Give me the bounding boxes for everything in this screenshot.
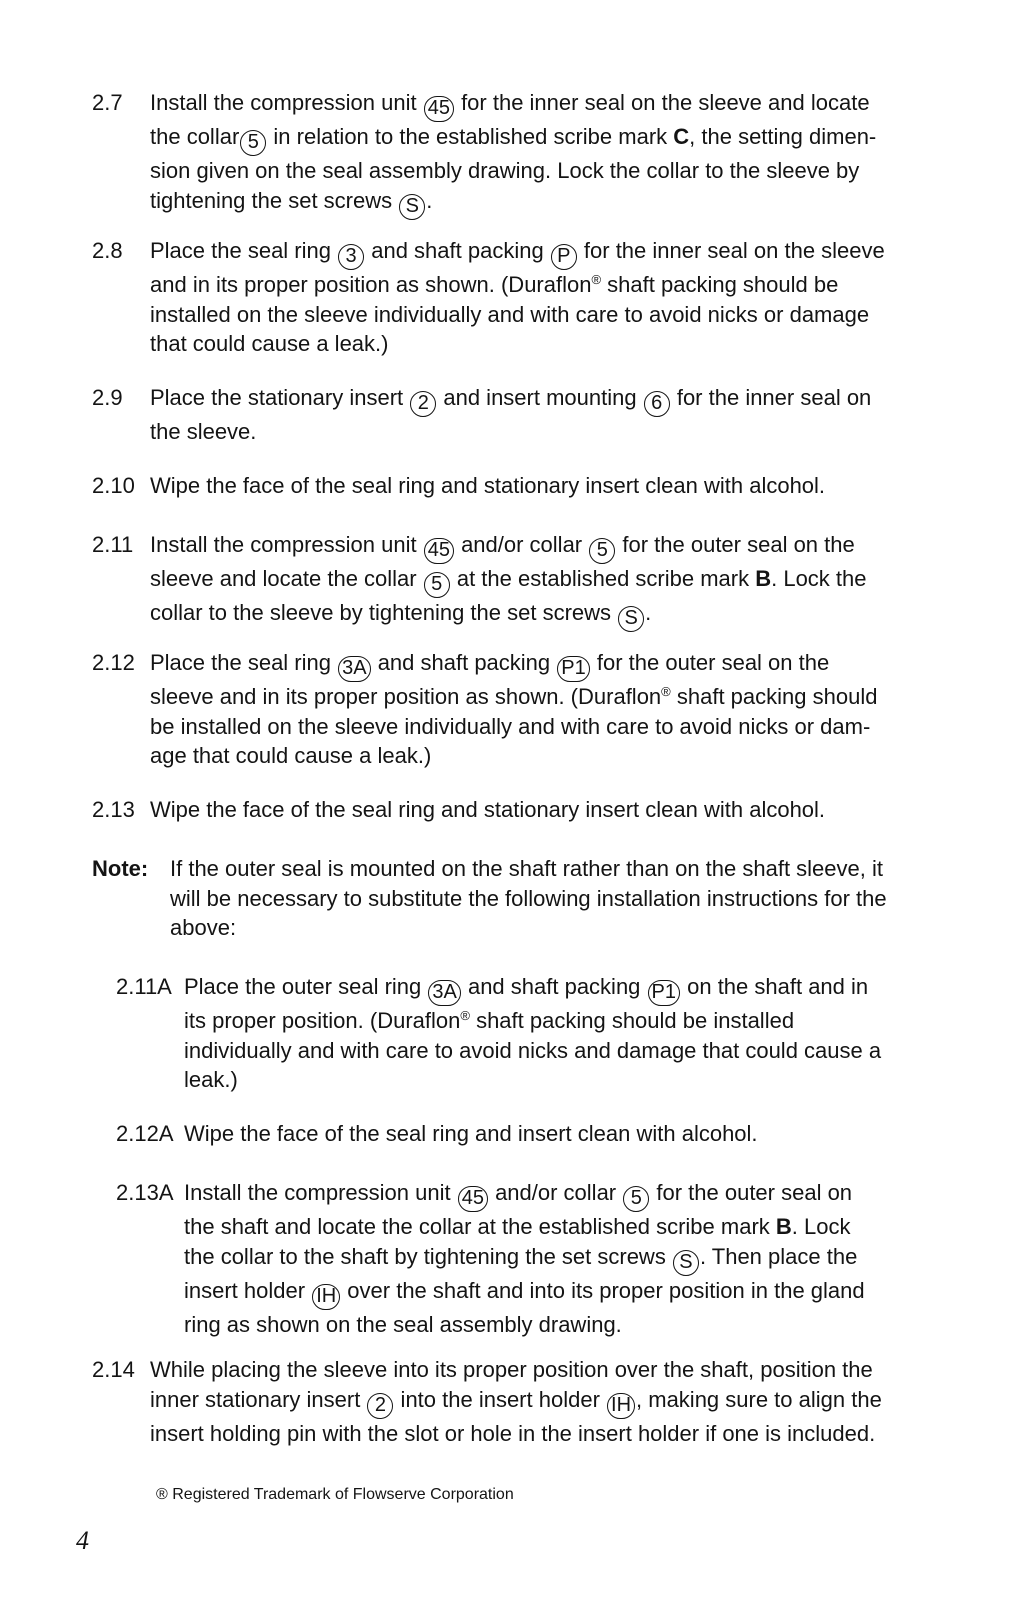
- text-line: [170, 854, 928, 884]
- text-line: [150, 1419, 928, 1449]
- text-run: for the inner seal on: [670, 385, 872, 410]
- part-callout: P1: [557, 656, 589, 682]
- text-run: , the setting dimen-: [689, 124, 877, 149]
- note-label: Note:: [92, 856, 149, 881]
- part-callout: 45: [424, 96, 454, 122]
- text-line: [184, 1212, 920, 1242]
- text-line: [150, 329, 928, 359]
- text-run: If the outer seal is mounted on the shaft rather than on the shaft sleeve, it: [170, 856, 883, 881]
- scribe-mark-label: C: [673, 124, 690, 149]
- text-run: the collar: [150, 124, 240, 149]
- text-run: sleeve and in its proper position as shown. (Duraflon: [150, 684, 662, 709]
- part-callout: S: [673, 1250, 699, 1276]
- text-run: and/or collar: [488, 1180, 623, 1205]
- part-callout: P1: [648, 980, 680, 1006]
- text-run: Place the seal ring: [150, 238, 338, 263]
- step-number: 2.9: [92, 385, 123, 410]
- part-callout: 3A: [338, 656, 370, 682]
- text-run: . Lock the: [771, 566, 867, 591]
- text-run: and insert mounting: [437, 385, 643, 410]
- part-callout: 2: [367, 1393, 393, 1419]
- step-text: [150, 236, 928, 359]
- text-line: [150, 1355, 928, 1385]
- text-run: insert holding pin with the slot or hole in the insert holder if one is included.: [150, 1420, 876, 1446]
- part-callout: 5: [623, 1186, 649, 1212]
- text-line: [150, 270, 928, 300]
- text-run: for the outer seal on: [650, 1180, 853, 1205]
- text-line: [150, 564, 928, 598]
- text-line: [150, 88, 928, 122]
- text-line: [150, 682, 928, 712]
- text-line: [150, 236, 928, 270]
- part-callout: 5: [240, 130, 266, 156]
- text-line: [184, 1276, 920, 1310]
- text-run: and shaft packing: [371, 650, 557, 675]
- step-number: 2.8: [92, 238, 123, 263]
- text-run: sion given on the seal assembly drawing. Lock the collar to the sleeve by: [150, 158, 860, 183]
- step-text: [150, 795, 928, 825]
- step-text: [184, 1178, 920, 1339]
- text-run: Wipe the face of the seal ring and stationary insert clean with alcohol.: [150, 473, 826, 498]
- part-callout: 5: [589, 538, 615, 564]
- text-run: the shaft and locate the collar at the established scribe mark: [184, 1214, 776, 1239]
- step-text: [150, 1355, 928, 1448]
- text-run: leak.): [184, 1067, 238, 1093]
- step-number: 2.11A: [116, 974, 172, 999]
- step-text: [150, 383, 928, 447]
- step-text: [150, 88, 928, 220]
- text-run: into the insert holder: [394, 1386, 607, 1412]
- text-run: insert holder: [184, 1277, 312, 1303]
- step-text: [150, 648, 928, 771]
- part-callout: 5: [424, 572, 450, 598]
- text-run: individually and with care to avoid nicks and damage that could cause a: [184, 1037, 882, 1063]
- text-run: Wipe the face of the seal ring and insert clean with alcohol.: [184, 1121, 758, 1146]
- step-number: 2.11: [92, 532, 134, 557]
- step-text: [184, 1119, 920, 1149]
- step-number: 2.12A: [116, 1121, 174, 1146]
- scribe-mark-label: B: [775, 1214, 792, 1239]
- text-run: at the established scribe mark: [450, 566, 756, 591]
- part-callout: S: [618, 606, 644, 632]
- text-run: over the shaft and into its proper position in the gland: [341, 1277, 865, 1303]
- part-callout: S: [399, 194, 425, 220]
- text-run: for the inner seal on the sleeve: [577, 238, 885, 263]
- part-callout: P: [551, 244, 577, 270]
- text-run: . Then place the: [699, 1243, 858, 1269]
- text-line: [150, 795, 928, 825]
- text-run: , making sure to align the: [636, 1386, 882, 1412]
- step-text: [150, 471, 928, 501]
- text-run: installed on the sleeve individually and with care to avoid nicks or damage: [150, 301, 870, 327]
- text-line: [184, 1065, 920, 1095]
- text-line: [170, 913, 928, 943]
- text-run: the sleeve.: [150, 419, 257, 444]
- step-text: [150, 530, 928, 632]
- text-line: [150, 383, 928, 417]
- text-line: [170, 884, 928, 914]
- step-number: 2.7: [92, 90, 123, 115]
- part-callout: IH: [607, 1393, 635, 1419]
- text-run: Install the compression unit: [150, 90, 423, 115]
- note-text: [170, 854, 928, 943]
- text-run: Place the seal ring: [150, 650, 338, 675]
- text-run: above:: [170, 915, 237, 941]
- text-run: and/or collar: [454, 532, 589, 557]
- text-line: [184, 1242, 920, 1276]
- text-run: shaft packing should: [670, 684, 878, 709]
- registered-mark: ®: [661, 684, 671, 699]
- page-number: 4: [76, 1526, 89, 1555]
- text-run: . Lock: [791, 1214, 851, 1239]
- registered-mark: ®: [591, 272, 602, 287]
- text-run: collar to the sleeve by tightening the set screws: [150, 600, 618, 625]
- text-run: Install the compression unit: [150, 532, 423, 557]
- text-run: in relation to the established scribe mark: [267, 124, 674, 149]
- text-run: for the outer seal on the: [616, 532, 855, 557]
- text-line: [184, 1006, 920, 1036]
- text-run: its proper position. (Duraflon: [184, 1008, 461, 1033]
- text-run: While placing the sleeve into its proper position over the shaft, position the: [150, 1357, 873, 1382]
- text-run: shaft packing should be: [601, 272, 839, 297]
- part-callout: IH: [312, 1284, 340, 1310]
- text-line: [184, 1036, 920, 1066]
- text-run: .: [426, 187, 433, 213]
- text-run: the collar to the shaft by tightening the set screws: [184, 1243, 672, 1269]
- text-run: Place the stationary insert: [150, 385, 410, 410]
- text-run: for the outer seal on the: [590, 650, 830, 675]
- step-number: 2.13: [92, 797, 135, 822]
- text-line: [150, 741, 928, 771]
- text-run: sleeve and locate the collar: [150, 566, 423, 591]
- text-line: [150, 186, 928, 220]
- text-line: [184, 972, 920, 1006]
- text-run: age that could cause a leak.): [150, 743, 432, 769]
- step-number: 2.10: [92, 473, 135, 498]
- text-run: and in its proper position as shown. (Duraflon: [150, 272, 592, 297]
- part-callout: 6: [644, 391, 670, 417]
- text-line: [150, 471, 928, 501]
- text-line: [184, 1310, 920, 1340]
- text-line: [150, 156, 928, 186]
- step-number: 2.14: [92, 1357, 135, 1382]
- text-run: and shaft packing: [365, 238, 550, 263]
- text-run: .: [645, 600, 652, 625]
- text-line: [184, 1178, 920, 1212]
- text-run: and shaft packing: [461, 974, 647, 999]
- text-run: be installed on the sleeve individually and with care to avoid nicks or dam-: [150, 713, 871, 739]
- part-callout: 3A: [428, 980, 460, 1006]
- text-line: [150, 417, 928, 447]
- text-run: Wipe the face of the seal ring and stationary insert clean with alcohol.: [150, 797, 826, 822]
- text-line: [150, 712, 928, 742]
- part-callout: 2: [410, 391, 436, 417]
- part-callout: 3: [338, 244, 364, 270]
- text-line: [150, 300, 928, 330]
- text-line: [184, 1119, 920, 1149]
- text-run: tightening the set screws: [150, 187, 399, 213]
- registered-mark: ®: [460, 1008, 470, 1023]
- step-text: [184, 972, 920, 1095]
- text-run: that could cause a leak.): [150, 331, 389, 357]
- text-line: [150, 598, 928, 632]
- step-number: 2.12: [92, 650, 135, 675]
- scribe-mark-label: B: [755, 566, 772, 591]
- part-callout: 45: [458, 1186, 488, 1212]
- text-run: Place the outer seal ring: [184, 974, 428, 999]
- text-run: ring as shown on the seal assembly drawing.: [184, 1311, 622, 1337]
- text-run: shaft packing should be installed: [469, 1008, 795, 1033]
- text-run: inner stationary insert: [150, 1386, 367, 1412]
- trademark-footnote: ® Registered Trademark of Flowserve Corporation: [156, 1486, 514, 1503]
- text-run: will be necessary to substitute the following installation instructions for the: [170, 885, 887, 911]
- step-number: 2.13A: [116, 1180, 174, 1205]
- text-run: on the shaft and in: [681, 974, 869, 999]
- text-line: [150, 530, 928, 564]
- text-line: [150, 1385, 928, 1419]
- text-run: for the inner seal on the sleeve and locate: [454, 90, 870, 115]
- text-line: [150, 648, 928, 682]
- part-callout: 45: [424, 538, 454, 564]
- text-line: [150, 122, 928, 156]
- text-run: Install the compression unit: [184, 1180, 457, 1205]
